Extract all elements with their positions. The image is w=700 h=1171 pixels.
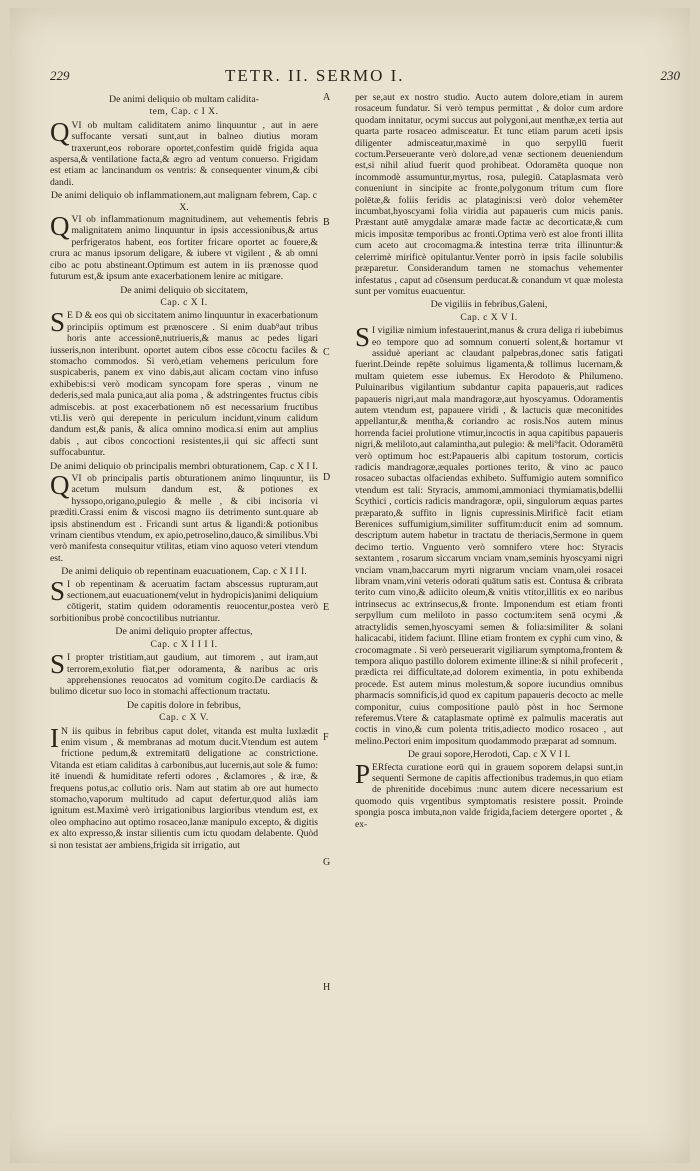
chapter-title bbox=[50, 461, 318, 472]
text: VI ob multam caliditatem animo linquuntur , aut in aere suffocante versati sunt,aut in balneo diutius moram traxerunt,eos roborare oportet,confestim quidē frigida aqua aspersa,& ventilatione facta,& ægro ad ventum conuerso. Frigidam est etiam ac lancinandum os ventris: & consequenter vinum,& cibi dandi. bbox=[50, 119, 318, 188]
chapter-title bbox=[50, 626, 318, 637]
text: De capitis dolore in febribus, bbox=[127, 699, 241, 711]
chapter-title bbox=[50, 285, 318, 296]
paragraph bbox=[50, 470, 318, 564]
paragraph bbox=[355, 758, 623, 830]
text: De animi deliquio ob repentinam euacuationem, Cap. c X I I I. bbox=[61, 566, 307, 578]
text: De animi deliquio propter affectus, bbox=[115, 626, 253, 638]
margin-letter-c: C bbox=[323, 347, 330, 358]
paragraph bbox=[50, 116, 318, 188]
drop-cap: S bbox=[50, 649, 66, 680]
drop-cap: S bbox=[355, 322, 371, 353]
paragraph bbox=[355, 322, 623, 747]
chapter-number bbox=[355, 312, 623, 323]
margin-letter-h: H bbox=[323, 982, 331, 993]
margin-letter-e: E bbox=[323, 602, 330, 613]
chapter-title bbox=[50, 566, 318, 577]
text: Cap. c X V. bbox=[159, 712, 209, 724]
drop-cap: S bbox=[50, 575, 66, 606]
paragraph bbox=[50, 211, 318, 283]
chapter-title bbox=[355, 299, 623, 310]
right-page-number: 230 bbox=[660, 68, 680, 83]
chapter-number bbox=[50, 106, 318, 117]
paragraph bbox=[355, 92, 623, 297]
paragraph bbox=[50, 649, 318, 698]
paragraph bbox=[50, 575, 318, 625]
text: De animi deliquio ob siccitatem, bbox=[120, 284, 248, 296]
text: Cap. c X I I I I. bbox=[150, 638, 218, 650]
page-header bbox=[50, 66, 680, 88]
chapter-title bbox=[50, 700, 318, 711]
drop-cap: I bbox=[50, 722, 59, 753]
text: De animi deliquio ob principalis membri obturationem, Cap. c X I I. bbox=[50, 460, 318, 472]
drop-cap: S bbox=[50, 307, 66, 338]
text: per se,aut ex nostro studio. Aucto autem dolore,etiam in aurem rosaceum fundatur. Si verò tempus permittat , & dolor cum ardore quodam innitatur, ocymi succus aut polygoni,aut menthæ,ex tertia aut quarta parte rosaceo admisceatur. Et tunc etiam parum aceti ipsis diligenter admisceatur,maximè in quo serpyllū fuerit coctum.Perseuerante verò dolore,ad venæ sectionem deueniendum est,si nihil aliud fuerit quod prohibeat. Odoramēta quoque non incommodè assumuntur,myrtus, rosa, pulegiū. Cataplasmata verò conueniunt in sincipite ac fronte,polygonum tritum cum flore polētæ,& foliis feridis ac plataginis:si verò dolor vehemēter incumbat,hyoscyami folia viridia aut papaueris cum micis panis. Præstant autē amygdalæ amaræ made factæ ac decorticatæ,& cum micis impositæ temporibus ac fronti.Optima verò est aloe fronti illita cum aceto aut crocomagma.& intestina terræ trita illinuntur:& celerrimè mirificè opitulantur.Venter porrò in ipsis facile solubilis præparetur. Considerandum tamen ne stomachus vehementer infestatus , caput ad cōsensum perducat.& conandum vt quæ molesta sunt per vomitus euacuentur. bbox=[355, 92, 623, 297]
chapter-title bbox=[355, 749, 623, 760]
text: De animi deliquio ob multam calidita- bbox=[109, 94, 259, 105]
paragraph bbox=[50, 307, 318, 459]
text: De animi deliquio ob inflammationem,aut malignam febrem, Cap. c X. bbox=[50, 190, 318, 213]
text: Cap. c X I. bbox=[160, 296, 208, 308]
margin-letter-f: F bbox=[323, 732, 329, 743]
drop-cap: Q bbox=[50, 470, 70, 500]
text: tem, Cap. c I X. bbox=[149, 106, 219, 118]
left-page-number: 229 bbox=[50, 68, 70, 83]
paragraph bbox=[50, 722, 318, 851]
right-column bbox=[355, 92, 623, 830]
drop-cap: Q bbox=[50, 211, 70, 242]
text: De graui sopore,Herodoti, Cap. c X V I I. bbox=[407, 749, 571, 761]
running-title: TETR. II. SERMO I. bbox=[225, 66, 405, 85]
text: N iis quibus in febribus caput dolet, vitanda est multa luxlædit enim visum , & membranas ad motum ducit.Vtendum est autem frictione pedum,& extremitatū deligatione ac constrictione. Vitanda est etiam caliditas à carbonibus,aut lucernis,aut sole & fumo: itē inuendi & humiditate referti odores , &clamores , & iræ, & frequens potus,ac collutio oris. Nam aut statim ab ore aut humecto stomacho,vaporum multitudo ad caput defertur,quod aliàs iam ignitum est.Maximè verò irrigationibus largioribus vtendum est, ex oleo omphacino aut optimo rosaceo,lanæ manipulo excepto, & digitis ex alto expresso,& instar silientis cum ictu quodam delabente. Quòd si non tesistat aer ambiens,frigida sit irrigatio, aut bbox=[50, 725, 318, 851]
chapter-title bbox=[50, 190, 318, 213]
margin-letter-a: A bbox=[323, 92, 331, 103]
text: ERfecta curatione eorū qui in grauem soporem delapsi sunt,in sequenti Sermone de capitis affectionibus trademus,in quo etiam de phrenitide docebimus :nunc autem dicere necessarium est quomodo quis vrgentibus symptomatis resistere possit. Proinde spongia posca imbuta,non valde frigida,faciem detergere oportet , & ex- bbox=[355, 761, 623, 830]
text: VI ob principalis partis obturationem animo linquuntur, iis acetum mulsum dandum est, & potiones ex hyssopo,origano,pulegio & melle , & cibi incisoria vi præditi.Crassi enim & viscosi magno iis detrimento sunt.quare ab ipsis abstinendum est . Fricandi sunt artus & ligandi:& potionibus vrinam cientibus vtendum, ex apio,petroselino,dauco,& similibus.Vbi verò manifesta consequitur vtilitas, etiam vino aquoso veteri vtendum est. bbox=[50, 473, 318, 564]
left-column bbox=[50, 92, 318, 851]
text: I vigiliæ nimium infestauerint,manus & crura deliga ri iubebimus eo tempore quo ad somnum conuerti solent,& hortamur vt assiduè aperiant ac claudant palpebras,donec satis fatigati fuerint.Deinde repēte soluimus ligamenta,& tollimus lucernam,& multam quietem esse iubemus. Ex Herodoto & Philumeno. Puluinaribus vigilantium subdantur capita papaueris,aut radices papaueris nigri,aut mala mandragoræ,aut hyoscyamus. Odoramentis autem vtendum est, papauere viridi , & lactucis quæ meconitides appellantur,& mentha,& coriandro ac rosis.Nos autem minus horrenda faciei prolutione vtimur,incoctis in aqua capitibus papaueris nigri,& meliloto,aut calamintha,aut pulegio: & meli⁹facit. Odoramētū verò optimum hoc est:Papaueris albi capitum tostorum, corticis radicis mandragoræ,æquales portiones terito, & vino ac pauco rosaceo subactas olfaciendas exhibeto. Suffumigio autem somnifico vtendum est tali: Styracis, ammomi,ammoniaci thymiamatis,bdellii Scythici , corticis radicis mandragoræ, opii, singulorum æquas partes præparato,& suffito in lignis cupressinis.Mirificè facit etiam Berenices suffumigium,similiter suffitum:ducit enim ad somnum. descriptum autem habetur in tractatu de theriacis,Sermone in quem decimo tertio. Vnguento verò somnifero vtere hoc: Styracis sextantem , rosarum siccarum vnciam vnam,seminis hyoscyami nigri vnciam vnam,baccarum myrti nigrarum vnciam vnam,olei rosacei libram vnam,vini veteris odorati quātum satis est. Contusa & cribrata terito cum vino,& adiicito oleum,& vnitis vtitor,illitis ex eo naribus intrinsecus ac extrinsecus,& fronte. Imponendum est etiam fronti serpyllum cum meliloto in passo coctum:item senā ocymi ,& atractylidis semen,hyoscyami semen & folia:similiter & solani halicacabi, itidem faciunt. Illine etiam frontem ex cyphi cum vino, & crocomagmate . Si verò perseuerarit vigiliarum symptoma,frontem & tempora aliquo pastillo dolorem eximente illine:& si nihil profecerit , prædicta rei difficultate,ad dolorem eximentia, in potu exhibenda procede. Est autem minus molestum,& sopore iucundius omnibus pharmacis somnificis,id quod ex capitum papaueris decocto ac melle componitur, cuius compositione paulò pòst in hoc Sermone referemus.Vtere & cataplasmate optimè ex palmulis maceratis aut coctis in vino,& cum polenta tritis,adiecto modico rosaceo , aut melino.Pectori enim impositum quodammodo præparat ad somnum. bbox=[355, 325, 623, 747]
margin-section-letters bbox=[323, 92, 343, 1092]
chapter-number bbox=[50, 639, 318, 650]
text: E D & eos qui ob siccitatem animo linquuntur in exacerbationum principiis optimum est prænoscere . Si enim duab⁹aut tribus horis ante accessionē,nutriueris,& manus ac pedes ligari iusseris,non interibunt. oportet autem cibos esse cōcoctu faciles & stomacho commodos. Si verò,etiam vehemens periculum fore suspicaberis, panem ex vino dabis,aut alicam coctam vino infuso exhibebis:si verò modicam syncopam fore speras , vinum ne dederis,sed mala punica,aut alia poma , & adstringentes fructus cibis admiscebis. at post exacerbationem nō est necessarium fructibus vti.Iis verò qui derepente in periculum incidunt,vinum calidum dandum est,& panis, & alica omnino modica.si enim aut amplius dabis , aut cibos concoctioni resistentes,ii qui sic affecti sunt suffocabuntur. bbox=[50, 310, 318, 459]
text: I propter tristitiam,aut gaudium, aut timorem , aut iram,aut terrorem,exolutio fiat,per odoramenta, & naribus ac oris apprehensiones reuocatos ad vomitum cogito.De cardiacis & bulimo dicetur suo loco in stomachi affectionum tractatu. bbox=[50, 652, 318, 698]
margin-letter-b: B bbox=[323, 217, 330, 228]
drop-cap: P bbox=[355, 758, 371, 789]
text: Cap. c X V I. bbox=[460, 311, 518, 323]
text: I ob repentinam & aceruatim factam abscessus rupturam,aut sectionem,aut euacuationem(velut in hydropicis)animi deliquium cōtigerit, statim quidem odoramentis reuocentur,postea verò sorbitionibus probè concoctilibus nutriantur. bbox=[50, 578, 318, 624]
chapter-number bbox=[50, 712, 318, 723]
margin-letter-g: G bbox=[323, 857, 331, 868]
text: VI ob inflammationum magnitudinem, aut vehementis febris malignitatem animo linquuntur in ipsis accessionibus,& artus perfrigeratos habent, eos fortiter fricare oportet ac fouere,& crura ac manus ipsorum deligare, & iubere vt vigilent , & ab omni cibo ac potu abstineant.Optimum est autem in iis prænosse quod futurum est,& ipsum ante exacerbationem lenire ac mitigare. bbox=[50, 214, 318, 283]
drop-cap: Q bbox=[50, 116, 70, 147]
text: De vigiliis in febribus,Galeni, bbox=[430, 299, 548, 311]
margin-letter-d: D bbox=[323, 472, 331, 483]
book-page bbox=[10, 8, 690, 1163]
chapter-number bbox=[50, 297, 318, 308]
chapter-title bbox=[50, 94, 318, 105]
